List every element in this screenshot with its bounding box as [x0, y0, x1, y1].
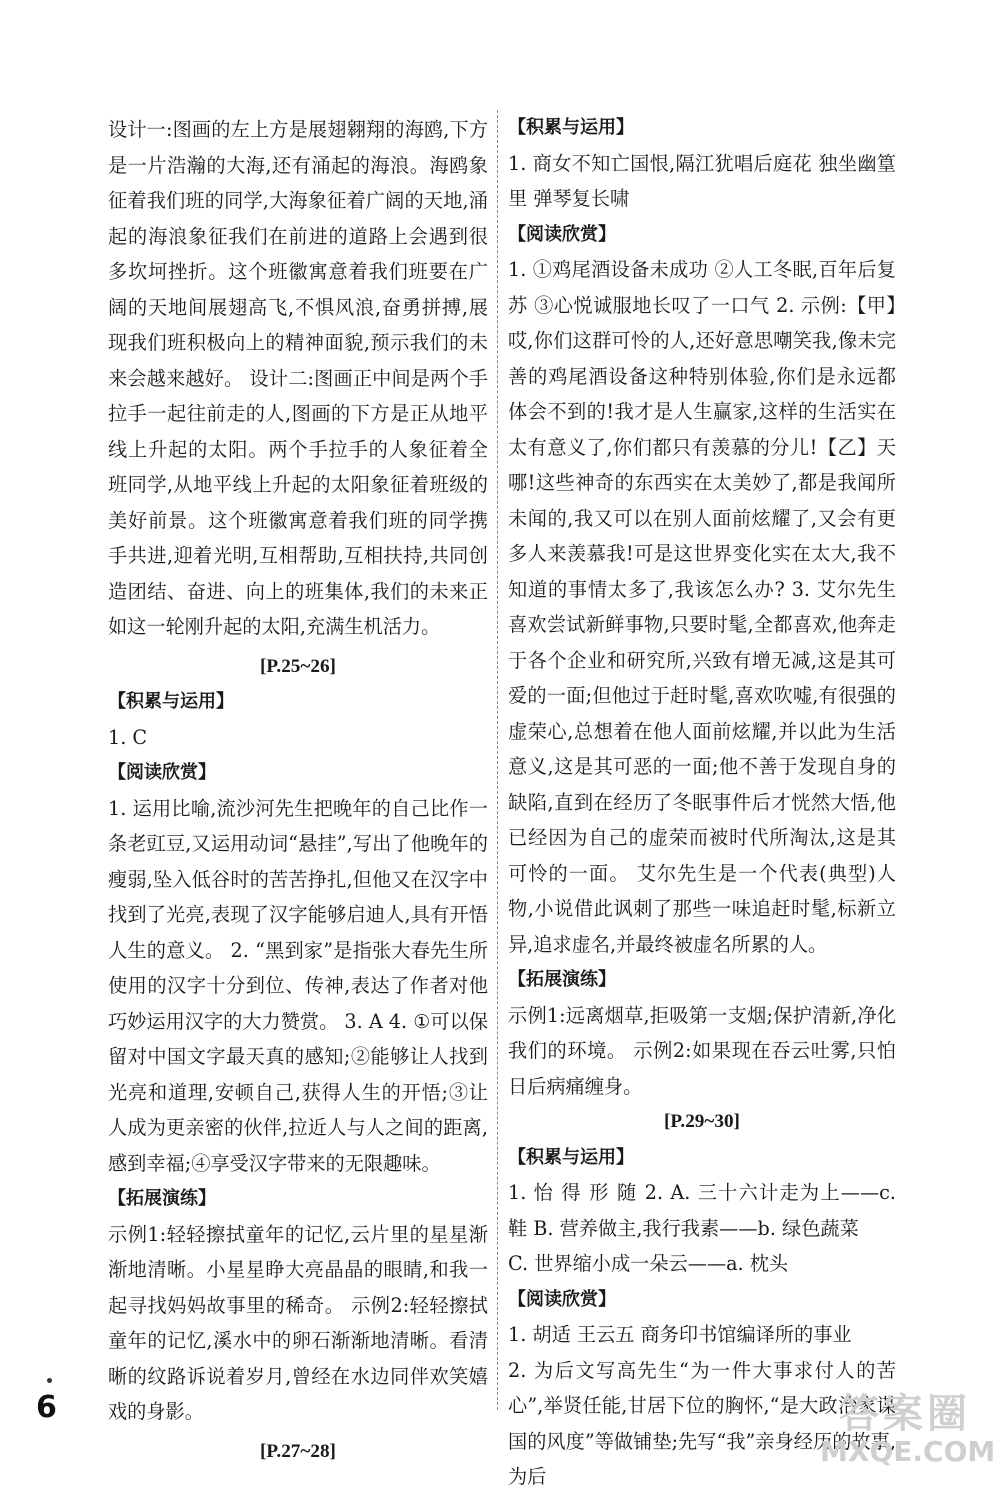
- section-heading: 【阅读欣赏】: [508, 1288, 616, 1310]
- page-range-heading: [P.29~30]: [664, 1111, 740, 1132]
- section-heading: 【阅读欣赏】: [508, 223, 616, 245]
- section-heading: 【拓展演练】: [508, 969, 616, 990]
- answer-paragraph: 1. 商女不知亡国恨,隔江犹唱后庭花 独坐幽篁里 弹琴复长啸: [508, 151, 896, 210]
- left-column: [108, 112, 488, 1469]
- answer-paragraph: C. 世界缩小成一朵云——a. 枕头: [508, 1252, 789, 1275]
- answer-paragraph: 2. 为后文写高先生“为一件大事求付人的苦心”,举贤任能,甘居下位的胸怀,“是大政治家谋国的风度”等做铺垫;先写“我”亲身经历的故事,为后: [508, 1358, 896, 1488]
- page-number-dot: [47, 1378, 52, 1383]
- answer-paragraph: 1. C: [108, 725, 148, 749]
- watermark-logo: [820, 1391, 996, 1468]
- section-heading: 【积累与运用】: [508, 1146, 634, 1168]
- page-range-heading: [P.27~28]: [260, 1440, 336, 1462]
- answer-paragraph: 1. 运用比喻,流沙河先生把晚年的自己比作一条老豇豆,又运用动词“悬挂”,写出了他晚年的瘦弱,坠入低谷时的苦苦挣扎,但他又在汉字中找到了光亮,表现了汉字能够启迪人,具有开悟人生的意义。 2. “黑到家”是指张大春先生所使用的汉字十分到位、传神,表达了作者对他巧妙运用汉字的大力赞赏。 3. A 4. ①可以保留对中国文字最天真的感知;②能够让人找到光亮和道理,安顿自己,获得人生的开悟;③让人成为更亲密的伙伴,拉近人与人之间的距离,感到幸福;④享受汉字带来的无限趣味。: [108, 796, 488, 1175]
- section-heading: 【积累与运用】: [108, 691, 234, 712]
- answer-paragraph: 1. ①鸡尾酒设备未成功 ②人工冬眠,百年后复苏 ③心悦诚服地长叹了一口气 2. 示例:【甲】哎,你们这群可怜的人,还好意思嘲笑我,像未完善的鸡尾酒设备这种特别体验,你们是永远都体会不到的!我才是人生赢家,这样的生活实在太有意义了,你们都只有羡慕的分儿!【乙】天哪!这些神奇的东西实在太美妙了,都是我闻所未闻的,我又可以在别人面前炫耀了,又会有更多人来羡慕我!可是这世界变化实在太大,我不知道的事情太多了,我该怎么办? 3. 艾尔先生喜欢尝试新鲜事物,只要时髦,全都喜欢,他奔走于各个企业和研究所,兴致有增无减,这是其可爱的一面;但他过于赶时髦,喜欢吹嘘,有很强的虚荣心,总想着在他人面前炫耀,并以此为生活意义,这是其可恶的一面;他不善于发现自身的缺陷,直到在经历了冬眠事件后才恍然大悟,他已经因为自己的虚荣而被时代所淘汰,这是其可怜的一面。 艾尔先生是一个代表(典型)人物,小说借此讽刺了那些一味追赶时髦,标新立异,追求虚名,并最终被虚名所累的人。: [508, 258, 896, 956]
- watermark-url: MXQE.COM: [820, 1435, 996, 1468]
- section-heading: 【拓展演练】: [108, 1188, 216, 1209]
- answer-paragraph: 示例1:轻轻擦拭童年的记忆,云片里的星星渐渐地清晰。小星星睁大亮晶晶的眼睛,和我一起寻找妈妈故事里的稀奇。 示例2:轻轻擦拭童年的记忆,溪水中的卵石渐渐地清晰。看清晰的纹路诉说着岁月,曾经在水边同伴欢笑嬉戏的身影。: [108, 1222, 488, 1423]
- right-column: [508, 110, 896, 1495]
- section-heading: 【阅读欣赏】: [108, 762, 216, 783]
- answer-paragraph: 1. 怡 得 形 随 2. A. 三十六计走为上——c. 鞋 B. 营养做主,我行我素——b. 绿色蔬菜: [508, 1181, 896, 1240]
- page-number: 6: [36, 1390, 57, 1425]
- watermark-text: 答案圈: [839, 1391, 971, 1437]
- answer-paragraph: 示例1:远离烟草,拒吸第一支烟;保护清新,净化我们的环境。 示例2:如果现在吞云吐雾,只怕日后病痛缠身。: [508, 1003, 896, 1098]
- answer-paragraph: 1. 胡适 王云五 商务印书馆编译所的事业: [508, 1323, 852, 1346]
- section-heading: 【积累与运用】: [508, 117, 634, 138]
- page-range-heading: [P.25~26]: [260, 655, 336, 677]
- column-divider: [497, 110, 498, 1410]
- design-description: 设计一:图画的左上方是展翅翱翔的海鸥,下方是一片浩瀚的大海,还有涌起的海浪。海鸥象征着我们班的同学,大海象征着广阔的天地,涌起的海浪象征我们在前进的道路上会遇到很多坎坷挫折。这个班徽寓意着我们班要在广阔的天地间展翅高飞,不惧风浪,奋勇拼搏,展现我们班积极向上的精神面貌,预示我们的未来会越来越好。 设计二:图画正中间是两个手拉手一起往前走的人,图画的下方是正从地平线上升起的太阳。两个手拉手的人象征着全班同学,从地平线上升起的太阳象征着班级的美好前景。这个班徽寓意着我们班的同学携手共进,迎着光明,互相帮助,互相扶持,共同创造团结、奋进、向上的班集体,我们的未来正如这一轮刚升起的太阳,充满生机活力。: [108, 118, 488, 638]
